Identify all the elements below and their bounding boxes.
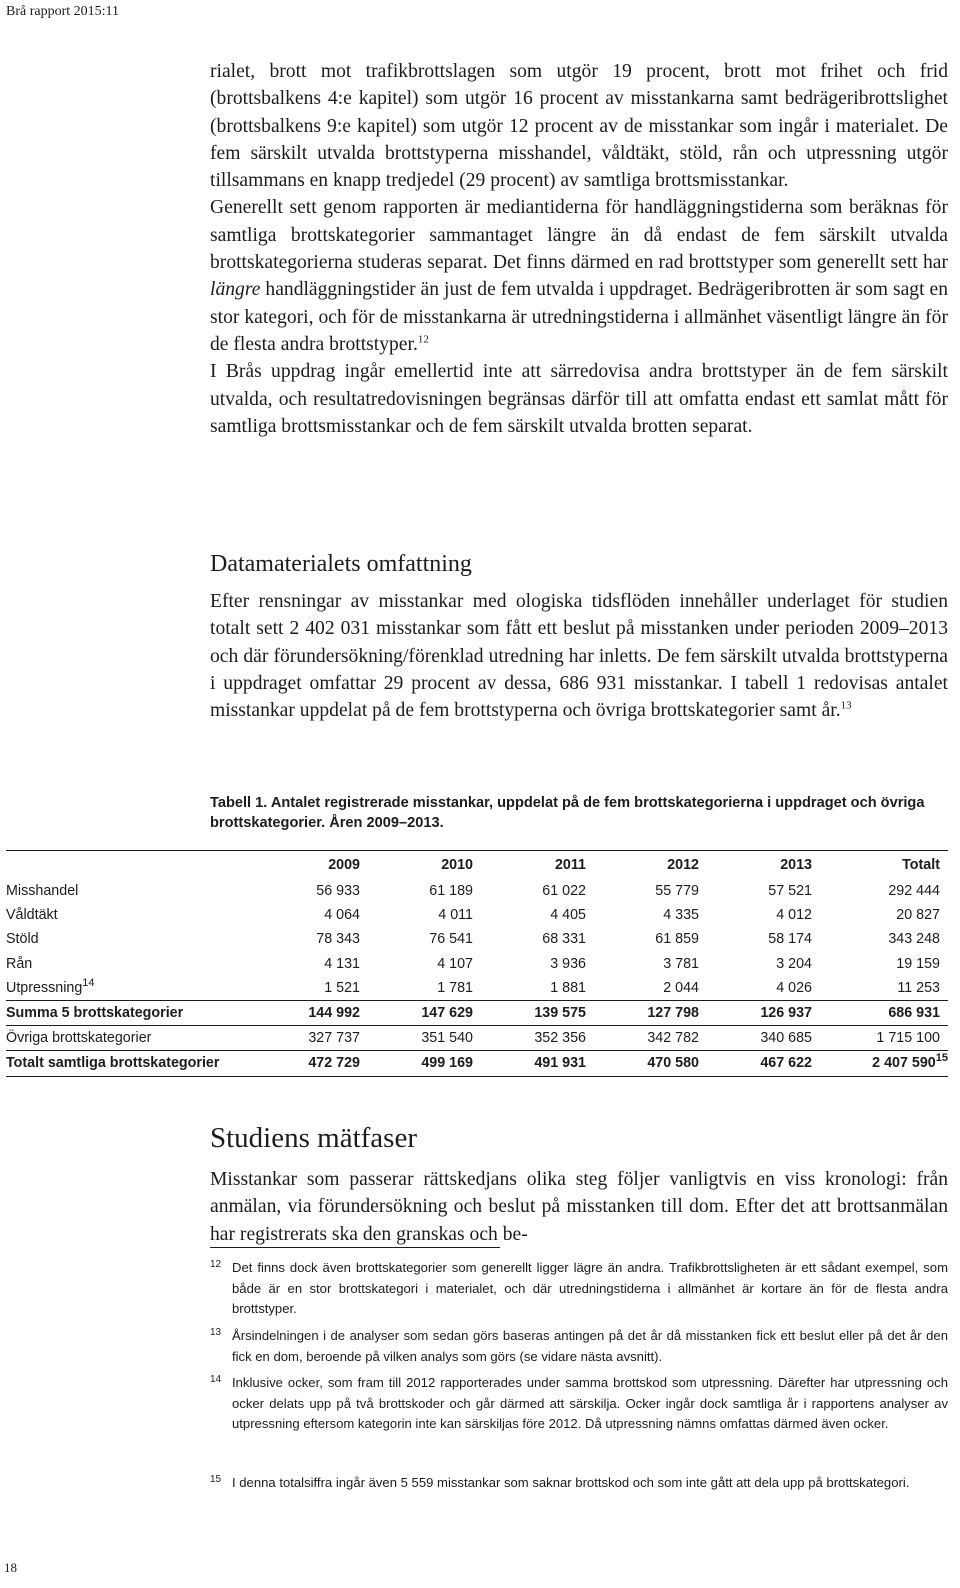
table-cell: 126 937 bbox=[760, 1005, 812, 1022]
row-label: Övriga brottskategorier bbox=[6, 1030, 152, 1047]
table-caption: Tabell 1. Antalet registrerade misstankar, uppdelat på de fem brottskategorierna i uppdraget och övriga brottskategorier. Åren 2009–2013. bbox=[210, 795, 925, 831]
table-row bbox=[6, 976, 948, 1001]
paragraph: I Brås uppdrag ingår emellertid inte att särredovisa andra brottstyper än de fem särskilt utvalda, och resultatredovisningen begränsas därför till att omfatta endast ett samlat mått för samtliga brottsmisstankar och de fem särskilt utvalda brotten separat. bbox=[210, 361, 948, 437]
table-cell: 292 444 bbox=[888, 883, 940, 900]
table-cell: 686 931 bbox=[888, 1005, 940, 1022]
row-label: Summa 5 brottskategorier bbox=[6, 1005, 184, 1022]
table-cell: 78 343 bbox=[316, 931, 360, 948]
table-header-row bbox=[6, 851, 948, 880]
column-header: 2011 bbox=[554, 857, 586, 873]
table-cell: 340 685 bbox=[760, 1030, 812, 1047]
table-row bbox=[6, 1026, 948, 1051]
column-header: Totalt bbox=[902, 857, 940, 873]
table-cell: 19 159 bbox=[896, 955, 940, 972]
paragraph: rialet, brott mot trafikbrottslagen som utgör 19 procent, brott mot frihet och frid (brottsbalkens 4:e kapitel) som utgör 16 procent av misstankarna samt bedrägeribrottslighet (brottsbalkens 9:e kapitel) som utgör 12 procent av de misstankar som ingår i materialet. De fem särskilt utvalda brottstyperna misshandel, våldtäkt, stöld, rån och utpressning utgör tillsammans en knapp tredjedel (29 procent) av samtliga brottsmisstankar. bbox=[210, 61, 948, 192]
table-cell: 499 169 bbox=[421, 1055, 473, 1072]
table-cell: 55 779 bbox=[655, 883, 699, 900]
table-cell: 56 933 bbox=[316, 883, 360, 900]
table-cell: 58 174 bbox=[768, 931, 812, 948]
paragraph: Generellt sett genom rapporten är mediantiderna för handläggningstiderna som beräknas för samtliga brottskategorier sammantaget längre än då endast de fem särskilt utvalda brottskategorierna studeras separat. Det finns därmed en rad brottstyper som generellt sett har längre handläggningstider än just de fem utvalda i uppdraget. Bedrägeribrotten är som sagt en stor kategori, och för de misstankarna är utredningstiderna i allmänhet väsentligt längre än för de flesta andra brottstyper.$^{12}$ bbox=[210, 197, 948, 355]
row-label: Utpressning$^{14}$ bbox=[6, 977, 95, 996]
column-header: 2013 bbox=[780, 857, 812, 873]
row-label: Misshandel bbox=[6, 883, 79, 900]
table-cell: 351 540 bbox=[421, 1030, 473, 1047]
table-cell: 3 936 bbox=[550, 955, 586, 972]
table-cell: 61 022 bbox=[542, 883, 586, 900]
table-cell: 4 335 bbox=[663, 907, 699, 924]
table-cell: 352 356 bbox=[534, 1030, 586, 1047]
footnote-divider bbox=[210, 1247, 500, 1248]
section-heading: Studiens mätfaser bbox=[210, 1122, 417, 1154]
table-cell: 147 629 bbox=[421, 1005, 473, 1022]
footnote-ref[interactable]: 14 bbox=[82, 977, 95, 990]
table-cell: 127 798 bbox=[647, 1005, 699, 1022]
table-cell: 144 992 bbox=[308, 1005, 360, 1022]
table-cell: 472 729 bbox=[308, 1055, 360, 1072]
table-row bbox=[6, 903, 948, 927]
body-section-2 bbox=[210, 588, 948, 724]
column-header: 2010 bbox=[441, 857, 473, 873]
column-header: 2009 bbox=[328, 857, 360, 873]
table-cell: 327 737 bbox=[308, 1030, 360, 1047]
table-row-total bbox=[6, 1051, 948, 1076]
footnote-ref[interactable]: 13 bbox=[840, 699, 852, 712]
row-label: Stöld bbox=[6, 931, 39, 948]
footnote bbox=[210, 1326, 948, 1367]
paragraph: Misstankar som passerar rättskedjans olika steg följer vanligtvis en viss kronologi: från anmälan, via förundersökning och beslut på misstanken till dom. Efter det att brottsanmälan har registrerats ska den granskas och be- bbox=[210, 1169, 948, 1245]
footnote bbox=[210, 1473, 948, 1494]
table-cell: 3 781 bbox=[663, 955, 699, 972]
table-row-sum bbox=[6, 1000, 948, 1025]
table-cell: 4 107 bbox=[437, 955, 473, 972]
footnote-text: Det finns dock även brottskategorier som generellt ligger lägre än andra. Trafikbrottsligheten är ett sådant exempel, som både är en stor brottskategori i materialet, och där utredningstiderna i allmänhet är kortare än för de flesta andra brottstyper. bbox=[232, 1260, 948, 1317]
footnote-number: 12 bbox=[210, 1259, 222, 1270]
table-cell: 2 044 bbox=[663, 979, 699, 996]
table-cell: 4 026 bbox=[776, 979, 812, 996]
footnote-ref[interactable]: 12 bbox=[417, 333, 429, 346]
footnote-text: I denna totalsiffra ingår även 5 559 misstankar som saknar brottskod och som inte gått att dela upp på brottskategori. bbox=[232, 1475, 910, 1490]
footnote-number: 13 bbox=[210, 1327, 222, 1338]
table-cell: 343 248 bbox=[888, 931, 940, 948]
table-cell: 4 131 bbox=[324, 955, 360, 972]
table-row bbox=[6, 879, 948, 903]
paragraph: Efter rensningar av misstankar med ologiska tidsflöden innehåller underlaget för studien totalt sett 2 402 031 misstankar som fått ett beslut på misstanken under perioden 2009–2013 och där förundersökning/förenklad utredning har inletts. De fem särskilt utvalda brottstyperna i uppdraget omfattar 29 procent av dessa, 686 931 misstankar. I tabell 1 redovisas antalet misstankar uppdelat på de fem brottstyperna och övriga brottskategorier samt år.$^{13}$ bbox=[210, 591, 948, 722]
table-cell: 2 407 $590^{15}$ bbox=[872, 1052, 948, 1072]
row-label: Totalt samtliga brottskategorier bbox=[6, 1055, 220, 1072]
table-row bbox=[6, 927, 948, 951]
footnote bbox=[210, 1258, 948, 1320]
table-cell: 68 331 bbox=[542, 931, 586, 948]
table-cell: 11 253 bbox=[897, 979, 940, 996]
footnote-text: Årsindelningen i de analyser som sedan görs baseras antingen på det år då misstanken fick ett beslut eller på det år den fick en dom, beroende på vilken analys som görs (se vidare nästa avsnitt). bbox=[232, 1328, 948, 1364]
footnote-text: Inklusive ocker, som fram till 2012 rapporterades under samma brottskod som utpressning. Därefter har utpressning och ocker delats upp på två brottskoder och går därmed att särskilja. Ocker ingår dock samtliga år i rapportens analyser av utpressning eftersom kategorin inte kan särskiljas före 2012. Då utpressning nämns omfattas därmed även ocker. bbox=[232, 1375, 948, 1432]
column-header: 2012 bbox=[667, 857, 699, 873]
table-cell: 467 622 bbox=[760, 1055, 812, 1072]
page-number: 18 bbox=[4, 1560, 17, 1575]
column-header-label bbox=[6, 851, 256, 880]
table-cell: 57 521 bbox=[768, 883, 812, 900]
table-cell: 61 189 bbox=[429, 883, 473, 900]
table-cell: 470 580 bbox=[647, 1055, 699, 1072]
footnote-ref[interactable]: 15 bbox=[935, 1052, 948, 1065]
footnote bbox=[210, 1373, 948, 1435]
table-cell: 139 575 bbox=[534, 1005, 586, 1022]
table-cell: 4 064 bbox=[324, 907, 360, 924]
row-label: Våldtäkt bbox=[6, 907, 58, 924]
table-cell: 342 782 bbox=[647, 1030, 699, 1047]
table-row bbox=[6, 952, 948, 976]
table-cell: 1 881 bbox=[550, 979, 586, 996]
table-cell: 76 541 bbox=[429, 931, 473, 948]
body-section-1 bbox=[210, 58, 948, 440]
table-cell: 4 012 bbox=[776, 907, 812, 924]
table-cell: 1 521 bbox=[324, 979, 360, 996]
stats-table bbox=[6, 850, 948, 1077]
row-label: Rån bbox=[6, 955, 33, 972]
footnote-number: 14 bbox=[210, 1374, 222, 1385]
table-cell: 1 781 bbox=[437, 979, 473, 996]
section-heading: Datamaterialets omfattning bbox=[210, 551, 472, 577]
table-cell: 20 827 bbox=[896, 907, 940, 924]
body-section-3 bbox=[210, 1166, 948, 1248]
footnote-number: 15 bbox=[210, 1474, 222, 1485]
table-cell: 4 405 bbox=[550, 907, 586, 924]
table-cell: 4 011 bbox=[438, 907, 473, 924]
table-cell: 61 859 bbox=[655, 931, 699, 948]
running-head: Brå rapport 2015:11 bbox=[6, 4, 120, 19]
table-cell: 1 715 100 bbox=[876, 1030, 940, 1047]
table-cell: 491 931 bbox=[534, 1055, 586, 1072]
table-cell: 3 204 bbox=[776, 955, 812, 972]
